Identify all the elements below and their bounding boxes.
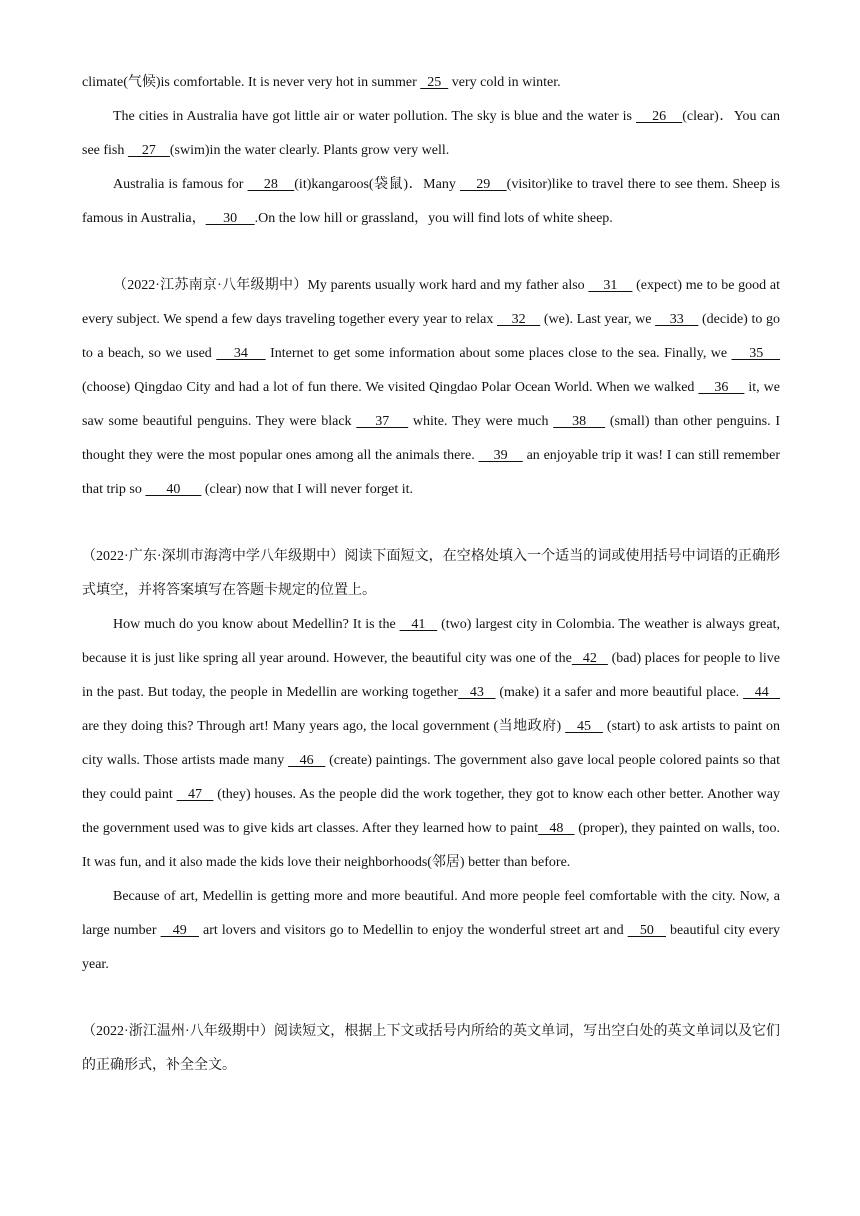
- answer-blank[interactable]: 47: [176, 787, 214, 802]
- answer-blank[interactable]: 50: [627, 923, 666, 938]
- passage-text: (create) paintings. The government also gave local people colored paints so that they could paint: [82, 753, 780, 802]
- passage-text: (choose) Qingdao City and had a lot of fun there. We visited Qingdao Polar Ocean World. When we walked: [82, 380, 699, 395]
- paragraph-medellin-art: [82, 880, 780, 982]
- answer-blank[interactable]: 30: [205, 211, 255, 226]
- answer-blank[interactable]: 48: [538, 821, 575, 836]
- passage-text: white. They were much: [408, 414, 554, 429]
- passage-text: (bad) places for people to live in the past. But today, the people in Medellin are working together: [82, 651, 781, 700]
- passage-text: art lovers and visitors go to Medellin to enjoy the wonderful street art and: [198, 923, 628, 938]
- answer-blank[interactable]: 35: [731, 346, 781, 361]
- answer-blank[interactable]: 33: [655, 312, 699, 327]
- answer-blank[interactable]: 42: [571, 651, 608, 666]
- answer-blank[interactable]: 27: [127, 143, 170, 158]
- passage-text: (clear) now that I will never forget it.: [201, 482, 413, 497]
- answer-blank[interactable]: 39: [478, 448, 523, 463]
- passage-text: (we). Last year, we: [540, 312, 656, 327]
- answer-blank[interactable]: 34: [216, 346, 266, 361]
- answer-blank[interactable]: 28: [247, 177, 295, 192]
- answer-blank[interactable]: 45: [565, 719, 603, 734]
- passage-text: very cold in winter.: [448, 75, 561, 90]
- answer-blank[interactable]: 46: [288, 753, 326, 768]
- passage-text: (two) largest city in Colombia. The weather is always great, because it is just like spring all year around. However, the beautiful city was one of the: [82, 617, 780, 666]
- passage-text: (decide) to go to a beach, so we used: [82, 312, 781, 361]
- passage-text: (it)kangaroos(袋鼠)．Many: [294, 177, 460, 192]
- answer-blank[interactable]: 37: [356, 414, 409, 429]
- passage-text: it, we saw some beautiful penguins. They were black: [82, 380, 781, 429]
- instruction-shenzhen: （2022·广东·深圳市海湾中学八年级期中）阅读下面短文，在空格处填入一个适当的词或使用括号中词语的正确形式填空，并将答案填写在答题卡规定的位置上。: [82, 549, 780, 598]
- passage-text: Australia is famous for: [113, 177, 248, 192]
- passage-text: (small) than other penguins. I thought they were the most popular ones among all the animals there.: [82, 414, 781, 463]
- document-page: [82, 66, 780, 1083]
- paragraph-nanjing-passage: [82, 269, 780, 507]
- passage-text: (proper), they painted on walls, too. It was fun, and it also made the kids love their neighborhoods(邻居) better than before.: [82, 821, 781, 870]
- answer-blank[interactable]: 40: [145, 482, 202, 497]
- paragraph-pollution: [82, 100, 780, 168]
- passage-text: (start) to ask artists to paint on city walls. Those artists made many: [82, 719, 780, 768]
- passage-text: （2022·江苏南京·八年级期中）My parents usually work hard and my father also: [113, 278, 589, 293]
- paragraph-climate: [82, 66, 780, 100]
- passage-text: .On the low hill or grassland，you will find lots of white sheep.: [254, 211, 613, 226]
- passage-text: are they doing this? Through art! Many years ago, the local government (当地政府): [82, 719, 566, 734]
- paragraph-kangaroos: [82, 168, 780, 236]
- passage-text: Internet to get some information about some places close to the sea. Finally, we: [265, 346, 732, 361]
- passage-text: beautiful city every year.: [82, 923, 781, 972]
- passage-text: (visitor)like to travel there to see them. Sheep is famous in Australia，: [82, 177, 781, 226]
- passage-text: climate(气候)is comfortable. It is never very hot in summer: [82, 75, 421, 90]
- passage-text: The cities in Australia have got little air or water pollution. The sky is blue and the water is: [113, 109, 637, 124]
- answer-blank[interactable]: 31: [588, 278, 633, 293]
- answer-blank[interactable]: 32: [496, 312, 541, 327]
- answer-blank[interactable]: 29: [459, 177, 507, 192]
- passage-text: (swim)in the water clearly. Plants grow very well.: [169, 143, 450, 158]
- answer-blank[interactable]: 49: [160, 923, 199, 938]
- passage-text: How much do you know about Medellin? It is the: [113, 617, 400, 632]
- answer-blank[interactable]: 26: [636, 109, 683, 124]
- passage-text: (clear)．You can see fish: [82, 109, 781, 158]
- paragraph-medellin: [82, 608, 780, 880]
- answer-blank[interactable]: 41: [399, 617, 438, 632]
- passage-text: (expect) me to be good at every subject. We spend a few days traveling together every year to relax: [82, 278, 781, 327]
- answer-blank[interactable]: 25: [420, 75, 449, 90]
- answer-blank[interactable]: 44: [743, 685, 781, 700]
- passage-text: Because of art, Medellin is getting more and more beautiful. And more people feel comfortable with the city. Now, a large number: [82, 889, 780, 938]
- passage-text: (they) houses. As the people did the work together, they got to know each other better. Another way the government used was to give kids art classes. After they learned how to paint: [82, 787, 781, 836]
- passage-text: an enjoyable trip it was! I can still remember that trip so: [82, 448, 780, 497]
- answer-blank[interactable]: 38: [553, 414, 606, 429]
- answer-blank[interactable]: 36: [698, 380, 745, 395]
- passage-text: (make) it a safer and more beautiful place.: [495, 685, 744, 700]
- instruction-wenzhou: （2022·浙江温州·八年级期中）阅读短文，根据上下文或括号内所给的英文单词，写出空白处的英文单词以及它们的正确形式，补全全文。: [82, 1024, 780, 1073]
- answer-blank[interactable]: 43: [458, 685, 496, 700]
